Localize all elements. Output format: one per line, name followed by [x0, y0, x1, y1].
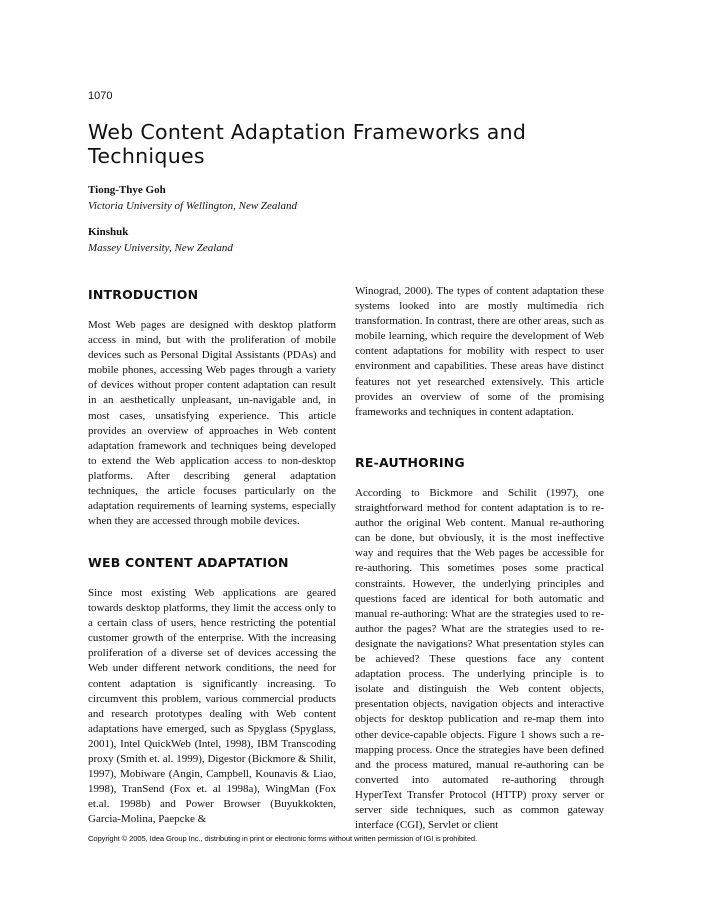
author-block	[88, 182, 297, 214]
section-heading-re-authoring: RE-AUTHORING	[355, 455, 465, 470]
continuation-paragraph: Winograd, 2000). The types of content adaptation these systems looked into are mostly multimedia rich transformation. In contrast, there are other areas, such as mobile learning, which require the development of Web content adaptations for mobility with respect to user environment and capabilities. These areas have distinct features not yet researched extensively. This article provides an overview of some of the promising frameworks and techniques in content adaptation.	[355, 285, 604, 418]
web-content-adaptation-paragraph: Since most existing Web applications are geared towards desktop platforms, they limit the access only to a certain class of users, hence restricting the potential customer growth of the enterprise. With the increasing proliferation of a diverse set of devices accessing the Web under different network conditions, the need for content adaptation is significantly increasing. To circumvent this problem, various commercial products and research prototypes dealing with Web content adaptations have emerged, such as Spyglass (Spyglass, 2001), Intel QuickWeb (Intel, 1998), IBM Transcoding proxy (Smith et. al. 1999), Digestor (Bickmore & Shilit, 1997), Mobiware (Angin, Campbell, Kounavis & Liao, 1998), TranSend (Fox et. al 1998a), WingMan (Fox et.al. 1998b) and Power Browser (Buyukkokten, Garcia-Molina, Paepcke &	[88, 587, 336, 826]
re-authoring-paragraph: According to Bickmore and Schilit (1997), one straightforward method for content adaptation is to re-author the original Web content. Manual re-authoring can be done, but obviously, it is the most ineffective way and requires that the Web pages be accessible for re-authoring. This sometimes poses some practical constraints. However, the underlying principles and questions faced are identical for both automatic and manual re-authoring: What are the strategies used to re-author the pages? What are the strategies used to re-designate the navigations? What presentation styles can be achieved? These questions face any content adaptation process. The underlying principle is to isolate and distinguish the Web content objects, presentation objects, navigation objects and interactive objects for desktop publication and re-map them into other device-capable objects. Figure 1 shows such a re-mapping process. Once the strategies have been defined and the process matured, manual re-authoring can be converted into automated re-authoring through HyperText Transfer Protocol (HTTP) proxy server or server side techniques, such as common gateway interface (CGI), Servlet or client	[355, 487, 604, 832]
section-heading-web-content-adaptation: WEB CONTENT ADAPTATION	[88, 555, 289, 570]
author-name: Kinshuk	[88, 226, 129, 238]
author-block	[88, 224, 233, 256]
author-affiliation: Massey University, New Zealand	[88, 242, 233, 254]
page-number: 1070	[88, 90, 113, 102]
section-heading-introduction: INTRODUCTION	[88, 287, 199, 302]
copyright-footer: Copyright © 2005, Idea Group Inc., distributing in print or electronic forms without written permission of IGI is prohibited.	[88, 834, 477, 843]
author-affiliation: Victoria University of Wellington, New Zealand	[88, 200, 297, 212]
article-title: Web Content Adaptation Frameworks and Techniques	[88, 120, 527, 168]
introduction-paragraph: Most Web pages are designed with desktop platform access in mind, but with the proliferation of mobile devices such as Personal Digital Assistants (PDAs) and mobile phones, accessing Web pages through a variety of devices without proper content adaptation can result in an aesthetically unpleasant, un-navigable and, in most cases, unsatisfying experience. This article provides an overview of approaches in Web content adaptation framework and techniques being developed to extend the Web application access to non-desktop platforms. After describing general adaptation techniques, the article focuses particularly on the adaptation requirements of learning systems, especially when they are accessed through mobile devices.	[88, 319, 336, 528]
author-name: Tiong-Thye Goh	[88, 184, 166, 196]
